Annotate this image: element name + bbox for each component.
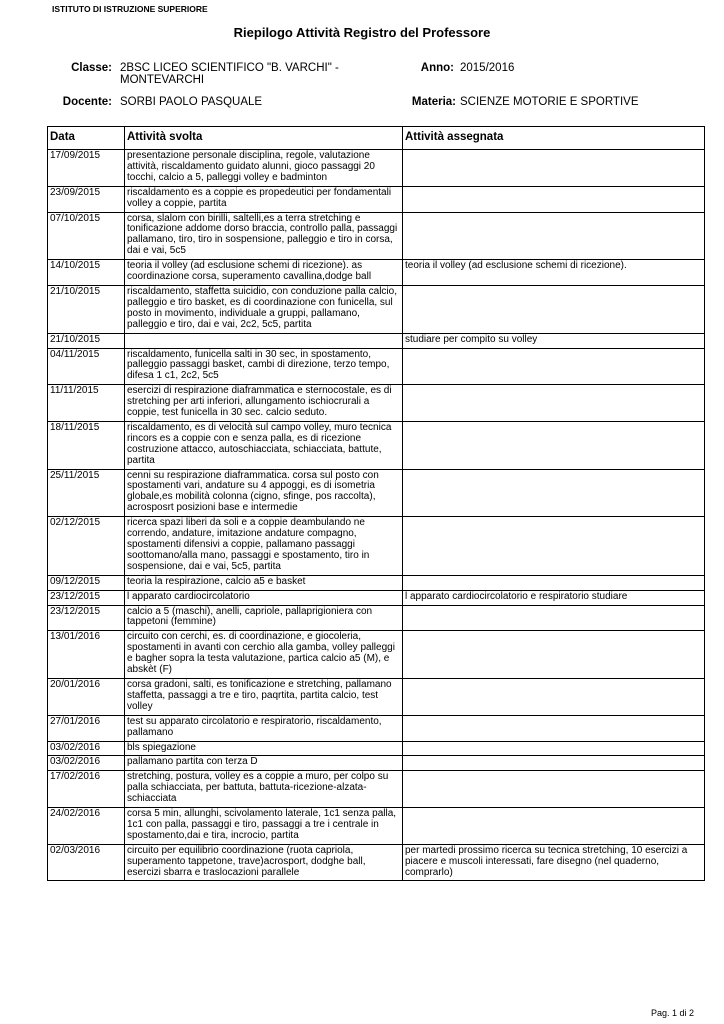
cell-date: 21/10/2015 bbox=[48, 333, 125, 348]
cell-date: 02/03/2016 bbox=[48, 844, 125, 881]
cell-assegnata bbox=[403, 756, 705, 771]
cell-assegnata bbox=[403, 715, 705, 741]
docente-value: SORBI PAOLO PASQUALE bbox=[120, 96, 263, 108]
cell-svolta: esercizi di respirazione diaframmatica e sternocostale, es di stretching per arti inferiori, allungamento ischiocrurali a coppie, test funicella in 30 sec. calcio seduto. bbox=[125, 385, 403, 422]
table-row bbox=[48, 260, 705, 286]
cell-date: 18/11/2015 bbox=[48, 421, 125, 469]
cell-svolta: bls spiegazione bbox=[125, 741, 403, 756]
page-number: Pag. 1 di 2 bbox=[650, 1008, 694, 1018]
table-row bbox=[48, 469, 705, 517]
cell-assegnata bbox=[403, 348, 705, 385]
header-attivita-assegnata: Attività assegnata bbox=[403, 127, 705, 150]
table-row bbox=[48, 385, 705, 422]
anno-label: Anno: bbox=[420, 62, 454, 74]
cell-date: 03/02/2016 bbox=[48, 741, 125, 756]
cell-assegnata: teoria il volley (ad esclusione schemi di ricezione). bbox=[403, 260, 705, 286]
cell-assegnata bbox=[403, 212, 705, 260]
cell-assegnata: l apparato cardiocircolatorio e respiratorio studiare bbox=[403, 590, 705, 605]
cell-svolta: corsa gradoni, salti, es tonificazione e stretching, pallamano staffetta, passaggi a tre e tiro, paqrtita, partita calcio, test volley bbox=[125, 678, 403, 715]
cell-svolta: riscaldamento es a coppie es propedeutici per fondamentali volley a coppie, partita bbox=[125, 186, 403, 212]
table-row bbox=[48, 605, 705, 631]
cell-assegnata: studiare per compito su volley bbox=[403, 333, 705, 348]
classe-value: 2BSC LICEO SCIENTIFICO "B. VARCHI" - MONTEVARCHI bbox=[120, 62, 339, 86]
cell-assegnata bbox=[403, 186, 705, 212]
cell-assegnata bbox=[403, 517, 705, 576]
cell-date: 11/11/2015 bbox=[48, 385, 125, 422]
cell-date: 14/10/2015 bbox=[48, 260, 125, 286]
cell-svolta: ricerca spazi liberi da soli e a coppie deambulando ne correndo, andature, imitazione andature compagno, spostamenti difensivi a coppie, pallamano passaggi soottomano/alla mano, passaggi e spostamento, tiro in sospensione, dai e vai, 5c5, partita bbox=[125, 517, 403, 576]
cell-assegnata bbox=[403, 469, 705, 517]
cell-svolta: corsa 5 min, allunghi, scivolamento laterale, 1c1 senza palla, 1c1 con palla, passaggi e tiro, passaggi a tre i centrale in spostamento,dai e tira, incrocio, partita bbox=[125, 808, 403, 845]
cell-svolta: corsa, slalom con birilli, saltelli,es a terra stretching e tonificazione addome dorso braccia, controllo palla, passaggi pallamano, tiro, tiro in sospensione, palleggio e tiro in corsa, dai e vai, 5c5 bbox=[125, 212, 403, 260]
materia-label: Materia: bbox=[411, 96, 456, 108]
cell-assegnata bbox=[403, 771, 705, 808]
cell-svolta: circuito con cerchi, es. di coordinazione, e giocoleria, spostamenti in avanti con cerchio alla gamba, volley palleggi e bagher sopra la testa valutazione, partica calcio a5 (M), e abskèt (F) bbox=[125, 631, 403, 679]
cell-assegnata bbox=[403, 385, 705, 422]
materia-value: SCIENZE MOTORIE E SPORTIVE bbox=[460, 96, 639, 108]
cell-date: 13/01/2016 bbox=[48, 631, 125, 679]
cell-svolta: circuito per equilibrio coordinazione (ruota capriola, superamento tappetone, trave)acrosport, dodghe ball, esercizi sbarra e traslocazioni parallele bbox=[125, 844, 403, 881]
cell-assegnata bbox=[403, 808, 705, 845]
cell-svolta: test su apparato circolatorio e respiratorio, riscaldamento, pallamano bbox=[125, 715, 403, 741]
table-row bbox=[48, 771, 705, 808]
cell-date: 02/12/2015 bbox=[48, 517, 125, 576]
page-title: Riepilogo Attività Registro del Professore bbox=[233, 25, 491, 40]
cell-assegnata bbox=[403, 150, 705, 187]
cell-date: 20/01/2016 bbox=[48, 678, 125, 715]
table-row bbox=[48, 756, 705, 771]
cell-date: 23/12/2015 bbox=[48, 590, 125, 605]
cell-assegnata: per martedi prossimo ricerca su tecnica stretching, 10 esercizi a piacere e muscoli interessati, fare disegno (nel quaderno, comprarlo) bbox=[403, 844, 705, 881]
cell-assegnata bbox=[403, 605, 705, 631]
table-row bbox=[48, 186, 705, 212]
cell-date: 23/12/2015 bbox=[48, 605, 125, 631]
table-row bbox=[48, 715, 705, 741]
table-row bbox=[48, 741, 705, 756]
cell-svolta: stretching, postura, volley es a coppie a muro, per colpo su palla schiacciata, per battuta, battuta-ricezione-alzata-schiacciata bbox=[125, 771, 403, 808]
cell-date: 09/12/2015 bbox=[48, 575, 125, 590]
table-row bbox=[48, 678, 705, 715]
cell-assegnata bbox=[403, 678, 705, 715]
cell-date: 24/02/2016 bbox=[48, 808, 125, 845]
cell-svolta: calcio a 5 (maschi), anelli, capriole, pallaprigioniera con tappetoni (femmine) bbox=[125, 605, 403, 631]
cell-assegnata bbox=[403, 285, 705, 333]
cell-date: 17/09/2015 bbox=[48, 150, 125, 187]
institute-name: ISTITUTO DI ISTRUZIONE SUPERIORE bbox=[52, 4, 208, 14]
cell-assegnata bbox=[403, 741, 705, 756]
cell-svolta: riscaldamento, staffetta suicidio, con conduzione palla calcio, palleggio e tiro basket, es di coordinazione con funicella, sul posto in movimento, individuale a gruppi, pallamano, palleggio e tiro, dai e vai, 2c2, 5c5, partita bbox=[125, 285, 403, 333]
cell-date: 27/01/2016 bbox=[48, 715, 125, 741]
classe-label: Classe: bbox=[71, 62, 112, 74]
cell-svolta: l apparato cardiocircolatorio bbox=[125, 590, 403, 605]
cell-date: 23/09/2015 bbox=[48, 186, 125, 212]
cell-svolta: teoria il volley (ad esclusione schemi di ricezione). as coordinazione corsa, superamento cavallina,dodge ball bbox=[125, 260, 403, 286]
table-row bbox=[48, 285, 705, 333]
cell-svolta: riscaldamento, es di velocità sul campo volley, muro tecnica rincors es a coppie con e senza palla, es di ricezione costruzione attacco, autoschiacciata, schiacciata, battute, partita bbox=[125, 421, 403, 469]
header-attivita-svolta: Attività svolta bbox=[125, 127, 403, 150]
cell-svolta: pallamano partita con terza D bbox=[125, 756, 403, 771]
cell-assegnata bbox=[403, 421, 705, 469]
table-row bbox=[48, 844, 705, 881]
header-data: Data bbox=[48, 127, 125, 150]
table-row bbox=[48, 590, 705, 605]
table-row bbox=[48, 333, 705, 348]
table-row bbox=[48, 575, 705, 590]
cell-svolta: cenni su respirazione diaframmatica. corsa sul posto con spostamenti vari, andature su 4 appoggi, es di isometria globale,es mobilità colonna (cigno, sfinge, pos raccolta), acrosposrt posizioni base e intermedie bbox=[125, 469, 403, 517]
table-row bbox=[48, 150, 705, 187]
table-row bbox=[48, 808, 705, 845]
cell-svolta: riscaldamento, funicella salti in 30 sec, in spostamento, palleggio passaggi basket, cambi di direzione, terzo tempo, difesa 1 c1, 2c2, 5c5 bbox=[125, 348, 403, 385]
cell-assegnata bbox=[403, 575, 705, 590]
cell-svolta: teoria la respirazione, calcio a5 e basket bbox=[125, 575, 403, 590]
table-header-row bbox=[48, 127, 705, 150]
cell-date: 25/11/2015 bbox=[48, 469, 125, 517]
cell-date: 07/10/2015 bbox=[48, 212, 125, 260]
docente-label: Docente: bbox=[62, 96, 112, 108]
table-row bbox=[48, 631, 705, 679]
cell-date: 03/02/2016 bbox=[48, 756, 125, 771]
cell-svolta bbox=[125, 333, 403, 348]
cell-date: 21/10/2015 bbox=[48, 285, 125, 333]
cell-date: 04/11/2015 bbox=[48, 348, 125, 385]
activity-table bbox=[47, 126, 705, 881]
table-row bbox=[48, 421, 705, 469]
cell-assegnata bbox=[403, 631, 705, 679]
cell-date: 17/02/2016 bbox=[48, 771, 125, 808]
cell-svolta: presentazione personale disciplina, regole, valutazione attività, riscaldamento guidato alunni, gioco passaggi 20 tocchi, calcio a 5, palleggi volley e badminton bbox=[125, 150, 403, 187]
anno-value: 2015/2016 bbox=[460, 62, 515, 74]
table-row bbox=[48, 348, 705, 385]
table-row bbox=[48, 212, 705, 260]
table-row bbox=[48, 517, 705, 576]
